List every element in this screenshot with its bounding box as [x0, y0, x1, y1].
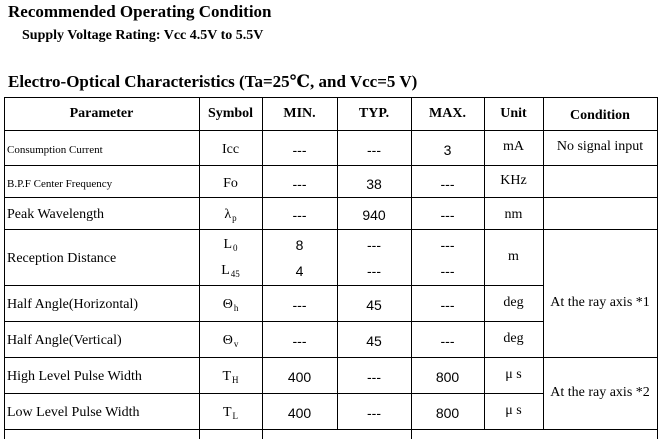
table-row-min: 400	[287, 369, 312, 385]
header-min: MIN.	[283, 105, 316, 121]
table-row-symbol	[199, 359, 262, 395]
condition-ray-axis-2: At the ray axis *2	[550, 384, 650, 400]
header-symbol: Symbol	[207, 105, 254, 121]
table-row-unit: μ s	[505, 403, 522, 418]
header-unit: Unit	[500, 105, 527, 121]
table-row-max: ---	[440, 175, 455, 192]
table-row-unit: deg	[503, 295, 524, 310]
table-row-typ: 38	[366, 175, 382, 192]
table-row-typ: ---	[367, 263, 381, 279]
header-condition: Condition	[570, 107, 630, 123]
table-row-max: ---	[440, 237, 455, 253]
table-row-min: ---	[292, 142, 307, 158]
header-typ: TYP.	[358, 105, 390, 121]
symbol-main: λ	[224, 207, 232, 222]
table-row-typ: 45	[366, 333, 382, 349]
table-row-param: High Level Pulse Width	[7, 369, 142, 384]
table-rule	[4, 285, 544, 286]
table-row-param: Low Level Pulse Width	[7, 405, 140, 420]
table-row-unit: μ s	[505, 367, 522, 382]
symbol-sub: L	[232, 411, 239, 421]
table-row-condition: No signal input	[556, 138, 644, 154]
table-row-symbol: Fo	[223, 175, 238, 191]
symbol-sub: 45	[230, 269, 240, 279]
table-row-param: Half Angle(Horizontal)	[7, 297, 139, 312]
table-row-symbol	[199, 258, 262, 284]
table-row-min: ---	[292, 207, 307, 223]
table-row-min: ---	[292, 333, 307, 349]
table-row-max: ---	[440, 297, 455, 313]
table-row-min: ---	[292, 175, 307, 192]
table-row-param: Half Angle(Vertical)	[7, 333, 122, 348]
table-row-symbol: Icc	[221, 142, 240, 157]
header-max: MAX.	[429, 105, 466, 121]
table-row-min: 8	[295, 237, 304, 253]
table-row-symbol	[199, 232, 262, 258]
section-title-operating-condition: Recommended Operating Condition	[8, 2, 272, 21]
table-row-max: 800	[435, 369, 460, 385]
symbol-main: L	[221, 263, 230, 278]
table-row-max: 3	[443, 142, 452, 158]
symbol-main: Θ	[222, 333, 233, 348]
table-row-max: ---	[440, 263, 455, 279]
table-row-min: 400	[287, 405, 312, 421]
table-border-left	[4, 97, 5, 439]
table-row-min: 4	[295, 263, 304, 279]
table-row-max: 800	[435, 405, 460, 421]
table-row-param: Reception Distance	[7, 251, 117, 266]
symbol-main: L	[223, 237, 233, 252]
table-row-symbol	[199, 395, 262, 431]
table-row-symbol	[199, 199, 262, 231]
table-row-param: Consumption Current	[7, 144, 103, 156]
table-row-param: Peak Wavelength	[7, 207, 104, 222]
table-row-min: ---	[292, 297, 307, 313]
table-row-symbol	[199, 323, 262, 359]
table-row-param: B.P.F Center Frequency	[7, 177, 113, 190]
symbol-sub: h	[233, 303, 239, 313]
symbol-sub: 0	[233, 243, 238, 253]
table-row-typ: ---	[367, 237, 381, 253]
symbol-sub: H	[232, 375, 239, 385]
table-row-unit: deg	[503, 331, 524, 346]
symbol-sub: p	[232, 213, 237, 223]
table-row-unit: nm	[504, 207, 523, 222]
section-title-electro-optical: Electro-Optical Characteristics (Ta=25℃, and Vcc=5 V)	[8, 72, 418, 91]
table-row-unit: m	[508, 249, 519, 264]
table-row-symbol	[199, 287, 262, 323]
symbol-sub: v	[233, 339, 239, 349]
table-row-max: ---	[440, 333, 455, 349]
table-row-typ: 45	[366, 297, 382, 313]
table-row-typ: ---	[367, 405, 381, 421]
symbol-main: Θ	[222, 297, 233, 312]
table-row-unit: mA	[503, 138, 524, 154]
table-row-typ: 940	[362, 207, 386, 223]
table-row-typ: ---	[367, 142, 381, 158]
condition-ray-axis-1: At the ray axis *1	[550, 294, 650, 310]
symbol-main: T	[222, 369, 232, 384]
table-row-max: ---	[440, 207, 455, 223]
table-row-typ: ---	[367, 369, 381, 385]
header-parameter: Parameter	[69, 105, 134, 121]
table-row-unit: KHz	[500, 173, 527, 188]
supply-voltage-rating: Supply Voltage Rating: Vcc 4.5V to 5.5V	[22, 28, 264, 43]
symbol-main: T	[222, 405, 232, 420]
